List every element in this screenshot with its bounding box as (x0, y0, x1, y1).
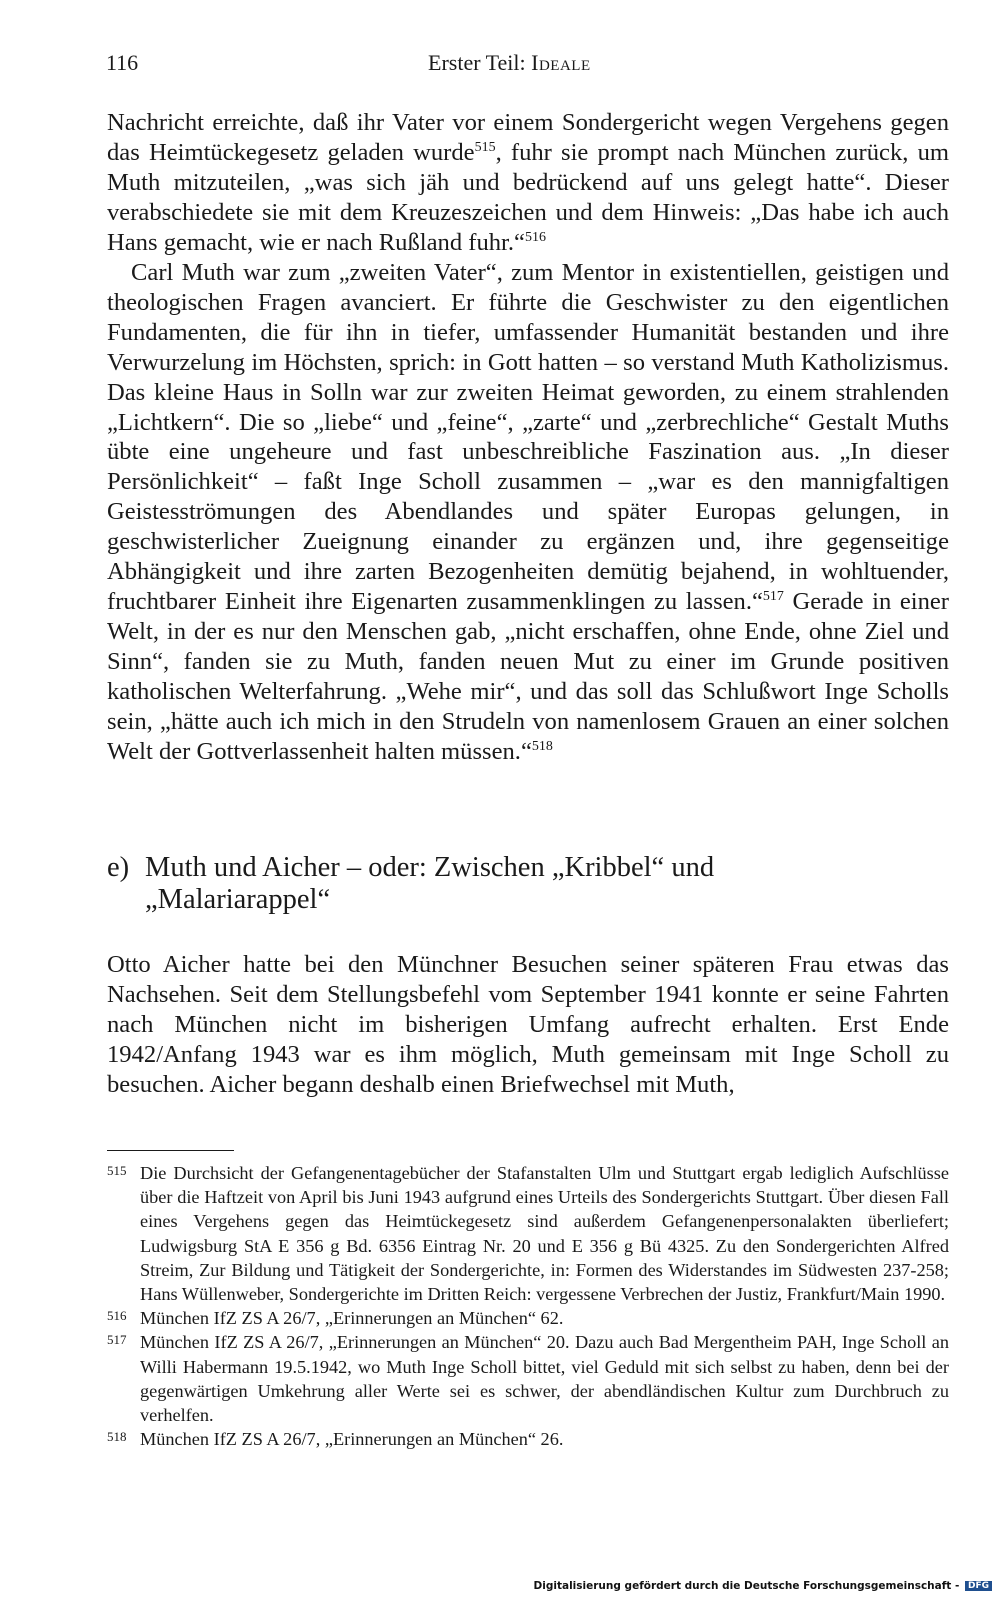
section-label: e) (107, 852, 130, 883)
body-paragraph-1 (107, 108, 949, 258)
body-paragraph-2 (107, 258, 949, 766)
footnote-divider (107, 1150, 234, 1151)
credit-text: Digitalisierung gefördert durch die Deutsche Forschungsgemeinschaft - (533, 1580, 960, 1592)
section-title-line-1: Muth und Aicher – oder: Zwischen „Kribbel“ und (145, 852, 715, 883)
paragraph-text: , fuhr sie prompt nach München zurück, um Muth mitzuteilen, „was sich jäh und bedrückend auf uns gelegt hatte“. Dieser verabschiedete sie mit dem Kreuzeszeichen und dem Hinweis: „Das habe ich auch Hans gemacht, wie er nach Rußland fuhr.“ (107, 138, 949, 256)
footnote-517 (107, 1330, 949, 1427)
footnote-ref-515[interactable]: 515 (474, 139, 496, 155)
footnote-515 (107, 1161, 949, 1306)
footnote-text: Die Durchsicht der Gefangenentagebücher der Stafanstalten Ulm und Stuttgart ergab lediglich Aufschlüsse über die Haftzeit von April bis Juni 1943 aufgrund eines Urteils des Sondergerichts Stuttgart. Über diesen Fall eines Vergehens gegen das Heimtückegesetz sind außerdem Gefangenenpersonalakten überliefert; Ludwigsburg StA E 356 g Bd. 6356 Eintrag Nr. 20 und E 356 g Bü 4325. Zu den Sondergerichten Alfred Streim, Zur Bildung und Tätigkeit der Sondergerichte, in: Formen des Widerstandes im Südwesten 237-258; Hans Wüllenweber, Sondergerichte im Dritten Reich: vergessene Verbrechen der Justiz, Frankfurt/Main 1990. (140, 1163, 949, 1305)
footnote-number: 515 (107, 1163, 127, 1178)
section-heading (107, 852, 949, 916)
dfg-logo: DFG (965, 1581, 992, 1591)
footnote-number: 516 (107, 1308, 127, 1324)
paragraph-text: Otto Aicher hatte bei den Münchner Besuchen seiner späteren Frau etwas das Nachsehen. Seit dem Stellungsbefehl vom September 1941 konnte er seine Fahrten nach München nicht im bisherigen Umfang aufrecht erhalten. Erst Ende 1942/Anfang 1943 war es ihm möglich, Muth gemeinsam mit Inge Scholl zu besuchen. Aicher begann deshalb einen Briefwechsel mit Muth, (107, 951, 949, 1098)
body-paragraph-3 (107, 950, 949, 1100)
footnote-ref-518[interactable]: 518 (531, 738, 553, 754)
running-head (106, 44, 956, 78)
footnote-text: München IfZ ZS A 26/7, „Erinnerungen an München“ 26. (140, 1429, 564, 1450)
footnote-518 (107, 1427, 949, 1451)
footnote-ref-516[interactable]: 516 (524, 229, 546, 245)
running-title (428, 50, 591, 76)
paragraph-text: Carl Muth war zum „zweiten Vater“, zum Mentor in existentiellen, geistigen und theologischen Fragen avanciert. Er führte die Geschwister zu den eigentlichen Fundamenten, die für ihn in tiefer, umfassender Humanität bestanden und ihre Verwurzelung im Höchsten, sprich: in Gott hatten – so verstand Muth Katholizismus. Das kleine Haus in Solln war zur zweiten Heimat geworden, zu einem strahlenden „Lichtkern“. Die so „liebe“ und „feine“, „zarte“ und „zerbrechliche“ Gestalt Muths übte eine ungeheure und fast unbeschreibliche Faszination aus. „In dieser Persönlichkeit“ – faßt Inge Scholl zusammen – „war es den mannigfaltigen Geistesströmungen des Abendlandes und später Europas gelungen, in geschwisterlicher Zueignung einander zu ergänzen und, ihre gegenseitige Abhängigkeit und ihre zarten Bezogenheiten demütig bejahend, in wohltuender, fruchtbarer Einheit ihre Eigenarten zusammenklingen zu lassen.“ (107, 259, 949, 615)
page-number: 116 (106, 50, 139, 75)
digitization-credit (534, 1580, 992, 1592)
footnote-text: München IfZ ZS A 26/7, „Erinnerungen an München“ 62. (140, 1308, 564, 1329)
footnote-number: 517 (107, 1332, 127, 1348)
running-title-prefix: Erster Teil: (428, 50, 526, 75)
section-title-line-2: „Malariarappel“ (145, 884, 331, 915)
footnote-516 (107, 1306, 949, 1330)
paragraph-text: Nachricht erreichte, daß ihr Vater vor einem Sondergericht wegen Vergehens gegen das Heimtückegesetz geladen wurde (107, 109, 949, 166)
footnote-number: 518 (107, 1429, 127, 1445)
paragraph-text: Gerade in einer Welt, in der es nur den Menschen gab, „nicht erschaffen, ohne Ende, ohne Ziel und Sinn“, fanden sie zu Muth, fanden neuen Mut zu einer im Grunde positiven katholischen Welterfahrung. „Wehe mir“, und das soll das Schlußwort Inge Scholls sein, „hätte auch ich mich in den Strudeln von namenlosem Grauen an einer solchen Welt der Gottverlassenheit halten müssen.“ (107, 587, 949, 765)
footnote-text: München IfZ ZS A 26/7, „Erinnerungen an München“ 20. Dazu auch Bad Mergentheim PAH, Inge Scholl an Willi Habermann 19.5.1942, wo Muth Inge Scholl bittet, viel Geduld mit sich selbst zu haben, denn bei der gegenwärtigen Umkehrung aller Werte sei es schwer, der abendländischen Kultur zum Durchbruch zu verhelfen. (140, 1332, 949, 1426)
footnote-ref-517[interactable]: 517 (762, 588, 784, 604)
running-title-small-caps: Ideale (531, 50, 591, 75)
footnotes (107, 1161, 949, 1451)
